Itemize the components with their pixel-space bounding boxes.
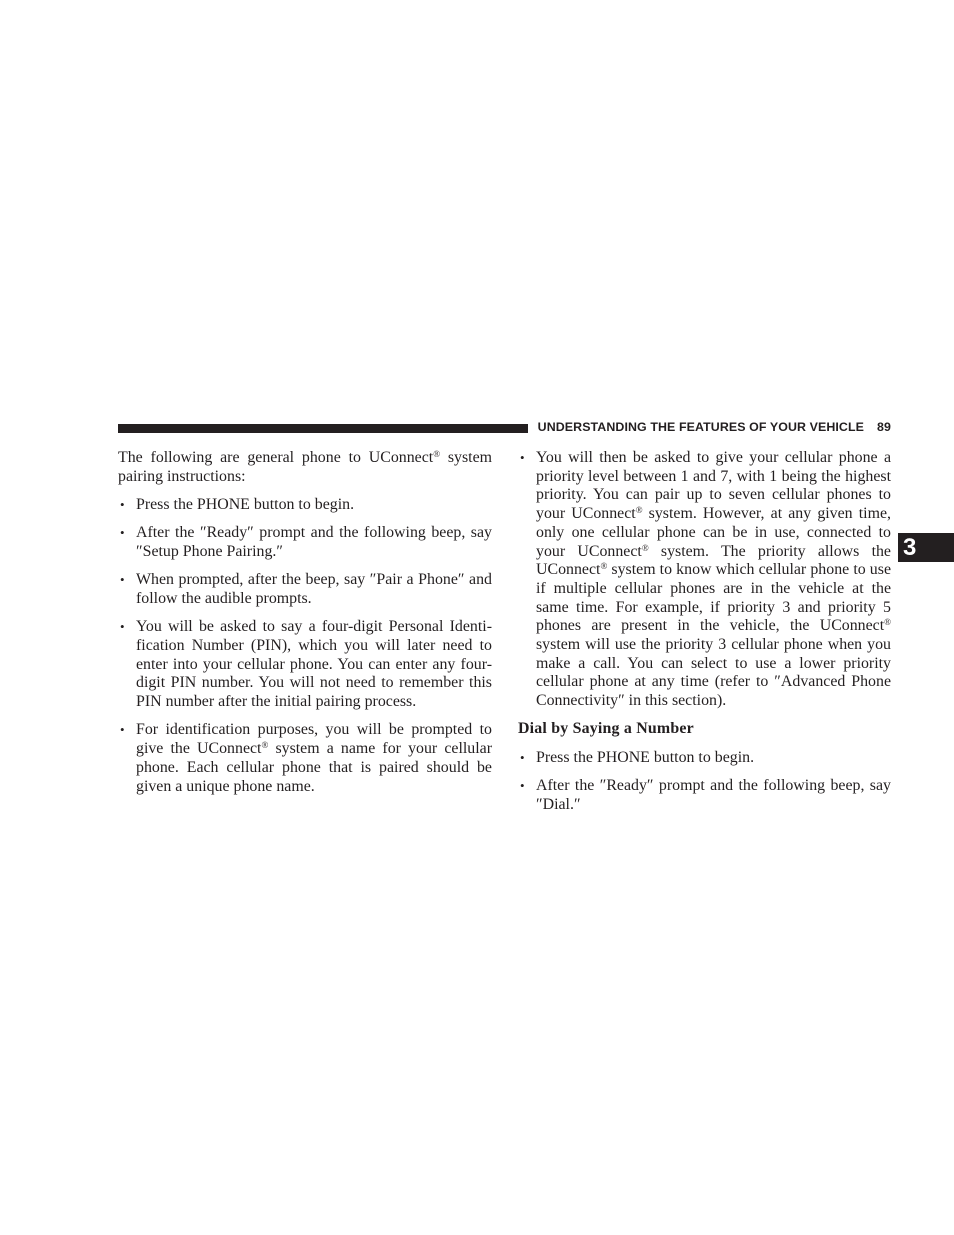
intro-paragraph: The following are general phone to UConnect® system pairing instructions: (118, 449, 492, 485)
list-item: • Press the PHONE button to begin. (518, 749, 891, 768)
list-item: • You will then be asked to give your cellular phone a priority level between 1 and 7, with 1 being the highest priority. You can pair up to seven cellular phones to your UConnect® system. However, at any given time, only one cellular phone can be in use, connected to your UConnect® system. The priority allows the UConnect® system to know which cellular phone to use if multiple cellular phones are in the vehicle at the same time. For example, if priority 3 and priority 5 phones are present in the vehicle, the UConnect® system will use the priority 3 cellular phone when you make a call. You can select to use a lower priority cellular phone at any time (refer to ″Advanced Phone Connectivity″ in this section). (518, 449, 891, 711)
list-item: • After the ″Ready″ prompt and the following beep, say ″Setup Phone Pairing.″ (118, 524, 492, 561)
page-number: 89 (877, 420, 891, 434)
list-item: • When prompted, after the beep, say ″Pair a Phone″ and follow the audible prompts. (118, 571, 492, 608)
header-rule (118, 424, 528, 433)
registered-mark: ® (884, 617, 891, 628)
header-title: UNDERSTANDING THE FEATURES OF YOUR VEHICLE (537, 420, 865, 434)
chapter-tab: 3 (898, 533, 954, 562)
list-item: • Press the PHONE button to begin. (118, 496, 492, 515)
registered-mark: ® (261, 740, 269, 751)
registered-mark: ® (600, 561, 608, 572)
running-header (538, 420, 891, 434)
left-column (118, 449, 492, 806)
registered-mark: ® (635, 505, 643, 516)
list-item: • You will be asked to say a four-digit Personal Identification Number (PIN), which you will later need to enter into your cellular phone. You can enter any four-digit PIN number. You will not need to remember this PIN number after the initial pairing process. (118, 618, 492, 712)
list-item: • For identification purposes, you will be prompted to give the UConnect® system a name for your cellular phone. Each cellular phone that is paired should be given a unique phone name. (118, 721, 492, 796)
section-heading: Dial by Saying a Number (518, 720, 694, 738)
registered-mark: ® (641, 542, 649, 553)
right-column (518, 449, 891, 824)
list-item: • After the ″Ready″ prompt and the following beep, say ″Dial.″ (518, 777, 891, 814)
registered-mark: ® (433, 449, 441, 459)
